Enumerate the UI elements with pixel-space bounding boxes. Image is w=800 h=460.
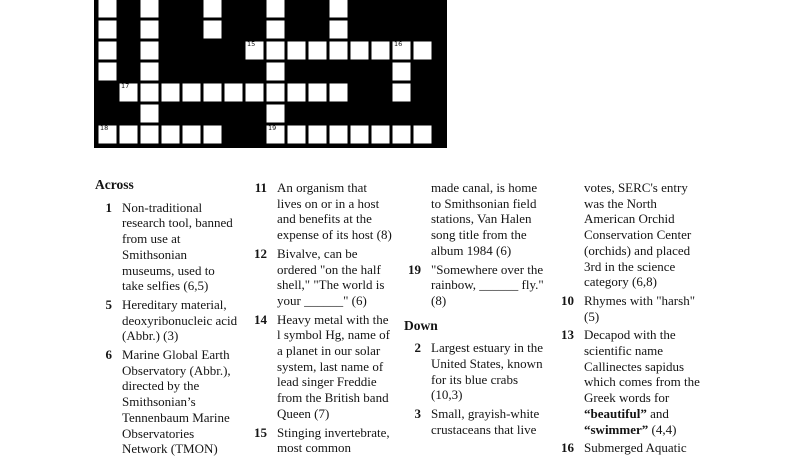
grid-cell <box>181 124 202 145</box>
grid-block <box>160 61 181 82</box>
clue-number: 15 <box>254 424 267 440</box>
grid-block <box>286 19 307 40</box>
clue-line: Decapod with the <box>584 327 676 343</box>
clue-line: Queen (7) <box>277 405 330 421</box>
grid-cell <box>97 124 118 145</box>
clue-line: (8) <box>431 292 447 308</box>
clue-line: a planet in our solar <box>277 343 381 359</box>
grid-cell <box>265 103 286 124</box>
clue-line: Callinectes sapidus <box>584 358 685 374</box>
grid-cell <box>328 0 349 19</box>
grid-block <box>160 0 181 19</box>
clue-line: was the North <box>584 195 657 211</box>
clue-line: American Orchid <box>584 211 675 227</box>
clue-column <box>250 180 400 459</box>
grid-block <box>370 82 391 103</box>
grid-block <box>391 0 412 19</box>
grid-block <box>412 19 433 40</box>
grid-cell <box>202 124 223 145</box>
clue-line: votes, SERC's entry <box>584 180 688 195</box>
clue-line: (10,3) <box>431 387 463 403</box>
grid-cell <box>139 0 160 19</box>
cell-number: 16 <box>394 40 403 48</box>
grid-cell <box>265 40 286 61</box>
clue-line: Non-traditional <box>122 199 203 215</box>
cell-number: 15 <box>247 40 256 48</box>
clue-line: Network (TMON) <box>122 441 218 457</box>
clue-column <box>404 180 554 441</box>
grid-cell <box>286 82 307 103</box>
crossword-grid <box>94 0 447 148</box>
grid-cell <box>97 40 118 61</box>
grid-block <box>181 61 202 82</box>
grid-block <box>244 103 265 124</box>
grid-cell <box>370 40 391 61</box>
clue-line: crustaceans that live <box>431 421 537 437</box>
grid-cell <box>412 40 433 61</box>
clue-column <box>557 180 707 459</box>
clue-line: Observatories <box>122 425 195 441</box>
clue-number: 3 <box>414 406 421 422</box>
grid-block <box>244 61 265 82</box>
clue-line: 3rd in the science <box>584 258 676 274</box>
clue-line: your ______" (6) <box>277 292 367 308</box>
grid-cell <box>328 82 349 103</box>
grid-block <box>370 19 391 40</box>
grid-cell <box>202 19 223 40</box>
clue-10 <box>557 293 707 324</box>
clue-line: “swimmer” (4,4) <box>584 421 677 437</box>
grid-cell <box>370 124 391 145</box>
grid-cell <box>391 82 412 103</box>
grid-cell <box>349 40 370 61</box>
clue-line: most common <box>277 440 352 456</box>
grid-cell <box>97 19 118 40</box>
grid-block <box>223 124 244 145</box>
grid-cell <box>118 124 139 145</box>
clue-line: Marine Global Earth <box>122 347 230 363</box>
grid-block <box>223 61 244 82</box>
cell-number: 17 <box>121 82 130 90</box>
grid-cell <box>139 82 160 103</box>
grid-cell <box>391 61 412 82</box>
clue-line: Rhymes with "harsh" <box>584 292 695 308</box>
grid-cell <box>307 124 328 145</box>
clue-number <box>404 180 421 259</box>
clue-line: expense of its host (8) <box>277 227 392 243</box>
clue-line: Bivalve, can be <box>277 245 358 261</box>
clue-number: 2 <box>414 340 421 356</box>
clue-11 <box>250 180 400 243</box>
clue-text <box>431 406 549 437</box>
grid-cell <box>160 124 181 145</box>
grid-cell <box>328 124 349 145</box>
clue-line: and benefits at the <box>277 211 372 227</box>
clue-text <box>584 293 702 324</box>
grid-block <box>307 61 328 82</box>
grid-block <box>286 103 307 124</box>
grid-cell <box>139 103 160 124</box>
grid-cell <box>139 19 160 40</box>
clue-line: deoxyribonucleic acid <box>122 312 238 328</box>
grid-block <box>160 103 181 124</box>
grid-block <box>307 0 328 19</box>
grid-cell <box>286 40 307 61</box>
clue-line: album 1984 (6) <box>431 242 512 258</box>
clue-line: ordered "on the half <box>277 261 381 277</box>
clue-line: song title from the <box>431 227 527 243</box>
clue-line: for its blue crabs <box>431 371 519 387</box>
clue-line: Stinging invertebrate, <box>277 424 390 440</box>
grid-cell <box>118 82 139 103</box>
clue-number: 13 <box>561 327 574 343</box>
clue-14 <box>250 312 400 422</box>
grid-block <box>160 40 181 61</box>
clue-line: (orchids) and placed <box>584 242 691 258</box>
clue-13 <box>557 327 707 437</box>
grid-cell <box>202 82 223 103</box>
clue-number: 5 <box>105 296 112 312</box>
clue-line: Heavy metal with the <box>277 311 389 327</box>
grid-block <box>244 19 265 40</box>
grid-block <box>223 19 244 40</box>
grid-block <box>181 0 202 19</box>
clue-line: Tennenbaum Marine <box>122 409 230 425</box>
grid-block <box>181 19 202 40</box>
clue-text <box>277 425 395 456</box>
grid-block <box>307 103 328 124</box>
clue-text <box>122 200 240 294</box>
grid-cell <box>139 40 160 61</box>
clue-line: Smithsonian’s <box>122 394 196 410</box>
clue-line: Conservation Center <box>584 227 692 243</box>
clue-line: to Smithsonian field <box>431 195 537 211</box>
clue-line: stations, Van Halen <box>431 211 532 227</box>
grid-cell <box>97 0 118 19</box>
grid-cell <box>139 61 160 82</box>
clue-line: An organism that <box>277 180 368 195</box>
clue-line: museums, used to <box>122 262 215 278</box>
clue-15 <box>250 425 400 456</box>
grid-block <box>118 19 139 40</box>
clue-line: Observatory (Abbr.), <box>122 362 231 378</box>
grid-cell <box>160 82 181 103</box>
grid-cell <box>265 19 286 40</box>
grid-block <box>202 40 223 61</box>
grid-block <box>97 103 118 124</box>
clue-number: 12 <box>254 245 267 261</box>
clue-1 <box>95 200 245 294</box>
clue-number: 16 <box>561 440 574 456</box>
clue-text <box>584 327 702 437</box>
grid-block <box>244 0 265 19</box>
grid-block <box>244 124 265 145</box>
grid-block <box>223 40 244 61</box>
grid-block <box>202 61 223 82</box>
clue-line: scientific name <box>584 343 664 359</box>
grid-block <box>181 103 202 124</box>
clue-line: from the British band <box>277 390 389 406</box>
clue-16 <box>557 440 707 456</box>
clue-text <box>122 297 240 344</box>
clue-text <box>431 180 549 259</box>
clue-number: 19 <box>408 261 421 277</box>
clue-text <box>277 246 395 309</box>
section-header-across: Across <box>95 177 134 192</box>
clue-6 <box>95 347 245 457</box>
clue-number: 10 <box>561 292 574 308</box>
grid-cell <box>181 82 202 103</box>
clue-line: "Somewhere over the <box>431 261 544 277</box>
grid-cell <box>412 124 433 145</box>
grid-block <box>349 19 370 40</box>
grid-block <box>412 82 433 103</box>
grid-block <box>370 61 391 82</box>
grid-block <box>223 103 244 124</box>
clue-3 <box>404 406 554 437</box>
clue-text <box>584 180 702 290</box>
grid-cell <box>244 40 265 61</box>
grid-block <box>160 19 181 40</box>
grid-cell <box>265 0 286 19</box>
clue-line: Hereditary material, <box>122 296 227 312</box>
clue-continuation <box>557 180 707 290</box>
clue-line: United States, known <box>431 356 543 372</box>
grid-block <box>349 103 370 124</box>
clue-2 <box>404 340 554 403</box>
grid-block <box>118 40 139 61</box>
clue-line: Smithsonian <box>122 246 188 262</box>
clue-line: lives on or in a host <box>277 195 380 211</box>
cell-number: 18 <box>100 124 109 132</box>
clue-line: directed by the <box>122 378 200 394</box>
grid-block <box>412 0 433 19</box>
clue-text <box>277 312 395 422</box>
clue-number: 1 <box>105 199 112 215</box>
grid-block <box>412 61 433 82</box>
grid-cell <box>223 82 244 103</box>
grid-block <box>349 82 370 103</box>
clue-line: system, last name of <box>277 358 384 374</box>
clue-line: lead singer Freddie <box>277 374 377 390</box>
grid-block <box>118 0 139 19</box>
grid-block <box>328 103 349 124</box>
grid-block <box>307 19 328 40</box>
grid-cell <box>139 124 160 145</box>
grid-cell <box>307 40 328 61</box>
clue-text <box>277 180 395 243</box>
clue-line: made canal, is home <box>431 180 538 195</box>
clue-line: “beautiful” and <box>584 405 669 421</box>
clue-column <box>95 177 245 460</box>
grid-cell <box>265 82 286 103</box>
grid-cell <box>265 61 286 82</box>
clue-line: which comes from the <box>584 374 700 390</box>
clue-text <box>431 262 549 309</box>
clue-number: 6 <box>105 347 112 363</box>
grid-block <box>286 0 307 19</box>
section-header-down: Down <box>404 317 438 333</box>
clue-line: shell," "The world is <box>277 277 385 293</box>
grid-cell <box>265 124 286 145</box>
grid-block <box>370 103 391 124</box>
grid-block <box>118 61 139 82</box>
clue-5 <box>95 297 245 344</box>
clue-line: Small, grayish-white <box>431 406 540 422</box>
grid-block <box>181 40 202 61</box>
clue-number: 14 <box>254 311 267 327</box>
clue-text <box>584 440 702 456</box>
clue-line: Greek words for <box>584 390 670 406</box>
cell-number: 19 <box>268 124 277 132</box>
grid-cell <box>391 40 412 61</box>
grid-block <box>391 19 412 40</box>
grid-block <box>412 103 433 124</box>
clue-line: research tool, banned <box>122 215 233 231</box>
clue-number: 11 <box>254 180 267 195</box>
clue-line: Submerged Aquatic <box>584 440 687 456</box>
clue-line: Largest estuary in the <box>431 340 544 356</box>
grid-block <box>370 0 391 19</box>
clue-line: take selfies (6,5) <box>122 278 209 294</box>
grid-block <box>349 61 370 82</box>
clue-line: rainbow, ______ fly." <box>431 277 544 293</box>
clue-line: (5) <box>584 308 600 324</box>
grid-cell <box>286 124 307 145</box>
grid-cell <box>328 40 349 61</box>
clue-line: category (6,8) <box>584 274 657 290</box>
grid-cell <box>307 82 328 103</box>
clue-text <box>122 347 240 457</box>
grid-cell <box>328 19 349 40</box>
grid-block <box>223 0 244 19</box>
grid-cell <box>391 124 412 145</box>
clue-continuation <box>404 180 554 259</box>
grid-block <box>286 61 307 82</box>
grid-block <box>97 82 118 103</box>
grid-block <box>349 0 370 19</box>
clue-line: from use at <box>122 231 181 247</box>
grid-cell <box>349 124 370 145</box>
grid-cell <box>97 61 118 82</box>
grid-block <box>202 103 223 124</box>
clue-number <box>557 180 574 290</box>
clue-line: l symbol Hg, name of <box>277 327 391 343</box>
clue-19 <box>404 262 554 309</box>
clue-text <box>431 340 549 403</box>
clue-12 <box>250 246 400 309</box>
grid-cell <box>244 82 265 103</box>
grid-cell <box>202 0 223 19</box>
clue-line: (Abbr.) (3) <box>122 328 179 344</box>
grid-block <box>328 61 349 82</box>
grid-block <box>391 103 412 124</box>
grid-block <box>118 103 139 124</box>
